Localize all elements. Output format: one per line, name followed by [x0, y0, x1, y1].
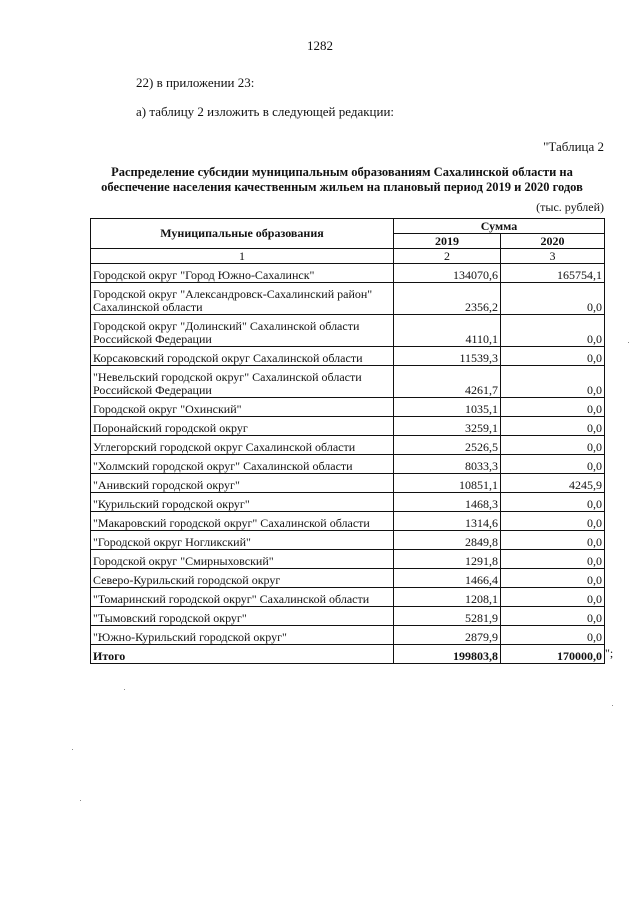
header-row-3 [91, 249, 605, 264]
value-2019: 4110,1 [394, 315, 501, 347]
value-2019: 11539,3 [394, 347, 501, 366]
value-2019: 1291,8 [394, 550, 501, 569]
municipality-name [91, 588, 394, 607]
header-col-1: 1 [91, 249, 394, 264]
value-2019: 1208,1 [394, 588, 501, 607]
item-a-text: а) таблицу 2 изложить в следующей редакции: [136, 104, 395, 119]
value-2019: 1035,1 [394, 398, 501, 417]
table-row [91, 347, 605, 366]
scan-speck [124, 689, 125, 690]
scan-speck [72, 749, 73, 750]
municipality-name-line-1: "Макаровский городской округ" Сахалинской области [93, 516, 370, 530]
municipality-name [91, 474, 394, 493]
table-row [91, 315, 605, 347]
header-year-2019: 2019 [394, 234, 501, 249]
scan-speck [80, 800, 81, 801]
value-2020: 0,0 [501, 283, 605, 315]
table-row [91, 607, 605, 626]
municipality-name [91, 569, 394, 588]
value-2020: 0,0 [501, 366, 605, 398]
value-2019: 5281,9 [394, 607, 501, 626]
municipality-name-line-2: Сахалинской области [93, 300, 203, 314]
municipality-name-line-1: "Тымовский городской округ" [93, 611, 247, 625]
municipality-name-line-1: "Холмский городской округ" Сахалинской области [93, 459, 353, 473]
header-col-3: 3 [501, 249, 605, 264]
value-2019: 1466,4 [394, 569, 501, 588]
scan-speck [612, 705, 613, 706]
units-label: (тыс. рублей) [536, 200, 604, 214]
municipality-name [91, 315, 394, 347]
value-2019: 2356,2 [394, 283, 501, 315]
header-row-1 [91, 219, 605, 234]
table-row [91, 283, 605, 315]
municipality-name-line-1: Городской округ "Охинский" [93, 402, 242, 416]
table-row [91, 626, 605, 645]
municipality-name [91, 550, 394, 569]
value-2020: 0,0 [501, 531, 605, 550]
municipality-name-line-2: Российской Федерации [93, 383, 212, 397]
table-row [91, 417, 605, 436]
table-row [91, 512, 605, 531]
table-row [91, 569, 605, 588]
value-2019: 2849,8 [394, 531, 501, 550]
municipality-name [91, 366, 394, 398]
value-2020: 0,0 [501, 607, 605, 626]
municipality-name-line-1: "Томаринский городской округ" Сахалинской области [93, 592, 370, 606]
municipality-name [91, 607, 394, 626]
subsidy-table [90, 218, 605, 664]
municipality-name [91, 493, 394, 512]
table-row [91, 436, 605, 455]
municipality-name [91, 531, 394, 550]
value-2019: 1468,3 [394, 493, 501, 512]
municipality-name [91, 626, 394, 645]
table-row [91, 550, 605, 569]
municipality-name-line-1: Городской округ "Город Южно-Сахалинск" [93, 268, 315, 282]
municipality-name [91, 347, 394, 366]
municipality-name [91, 512, 394, 531]
value-2019: 3259,1 [394, 417, 501, 436]
closing-quote: "; [605, 646, 614, 660]
municipality-name-line-2: Российской Федерации [93, 332, 212, 346]
table-row [91, 398, 605, 417]
title-line-1: Распределение субсидии муниципальным образованиям Сахалинской области на [111, 165, 573, 179]
scan-speck [628, 342, 629, 343]
value-2020: 0,0 [501, 417, 605, 436]
value-2019: 8033,3 [394, 455, 501, 474]
municipality-name-line-1: Поронайский городской округ [93, 421, 248, 435]
value-2019: 10851,1 [394, 474, 501, 493]
header-col-2: 2 [394, 249, 501, 264]
municipality-name-line-1: "Анивский городской округ" [93, 478, 240, 492]
value-2019: 2526,5 [394, 436, 501, 455]
municipality-name-line-1: Городской округ "Долинский" Сахалинской области [93, 319, 360, 333]
value-2019: 4261,7 [394, 366, 501, 398]
value-2019: 2879,9 [394, 626, 501, 645]
table-row [91, 493, 605, 512]
value-2020: 0,0 [501, 398, 605, 417]
municipality-name-line-1: Северо-Курильский городской округ [93, 573, 281, 587]
municipality-name [91, 283, 394, 315]
header-municipal: Муниципальные образования [91, 219, 394, 249]
municipality-name-line-1: "Городской округ Ногликский" [93, 535, 251, 549]
value-2020: 0,0 [501, 550, 605, 569]
municipality-name-line-1: Углегорский городской округ Сахалинской области [93, 440, 356, 454]
value-2019: 1314,6 [394, 512, 501, 531]
value-2020: 0,0 [501, 455, 605, 474]
municipality-name-line-1: "Курильский городской округ" [93, 497, 250, 511]
municipality-name-line-1: Корсаковский городской округ Сахалинской области [93, 351, 363, 365]
total-2020: 170000,0 [501, 645, 605, 664]
value-2020: 4245,9 [501, 474, 605, 493]
total-row [91, 645, 605, 664]
value-2020: 0,0 [501, 493, 605, 512]
table-row [91, 264, 605, 283]
table-row [91, 366, 605, 398]
table-row [91, 474, 605, 493]
municipality-name [91, 455, 394, 474]
header-year-2020: 2020 [501, 234, 605, 249]
table-row [91, 531, 605, 550]
table-label: "Таблица 2 [543, 139, 604, 154]
value-2020: 0,0 [501, 436, 605, 455]
value-2020: 165754,1 [501, 264, 605, 283]
value-2020: 0,0 [501, 626, 605, 645]
value-2020: 0,0 [501, 588, 605, 607]
municipality-name-line-1: Городской округ "Смирныховский" [93, 554, 274, 568]
municipality-name [91, 264, 394, 283]
page-number: 1282 [307, 38, 333, 53]
municipality-name [91, 436, 394, 455]
value-2020: 0,0 [501, 347, 605, 366]
municipality-name-line-1: Городской округ "Александровск-Сахалинский район" [93, 287, 373, 301]
municipality-name [91, 417, 394, 436]
value-2020: 0,0 [501, 569, 605, 588]
value-2019: 134070,6 [394, 264, 501, 283]
value-2020: 0,0 [501, 512, 605, 531]
table-row [91, 455, 605, 474]
item-22-text: 22) в приложении 23: [136, 75, 255, 90]
header-sum: Сумма [394, 219, 605, 234]
total-label: Итого [91, 645, 394, 664]
municipality-name [91, 398, 394, 417]
title-line-2: обеспечение населения качественным жильем на плановый период 2019 и 2020 годов [101, 180, 583, 194]
municipality-name-line-1: "Невельский городской округ" Сахалинской области [93, 370, 362, 384]
table-title [86, 165, 598, 195]
total-2019: 199803,8 [394, 645, 501, 664]
value-2020: 0,0 [501, 315, 605, 347]
municipality-name-line-1: "Южно-Курильский городской округ" [93, 630, 287, 644]
table-row [91, 588, 605, 607]
